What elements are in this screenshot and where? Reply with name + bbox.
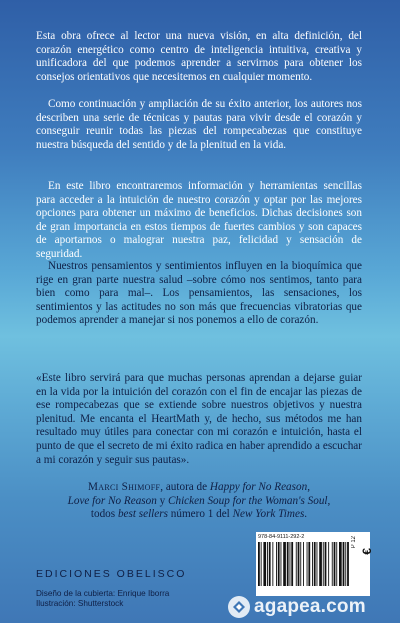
book-title: Love for No Reason [67,494,157,507]
barcode-stripe [263,542,266,586]
barcode-stripe [334,542,336,586]
barcode-stripe [336,542,337,586]
barcode-stripe [308,542,310,586]
barcode-stripe [276,542,277,586]
barcode-icon [258,542,350,586]
barcode-stripe [317,542,318,586]
barcode-stripe [303,542,304,586]
barcode-stripe [339,542,342,586]
endorsement-quote: «Este libro servirá para que muchas personas aprendan a dejarse guiar en la vida por la intuición del corazón con el fin de encajar las piezas de ese rompecabezas que se extiende sobre nuestros objetivos y nuestra plenitud. Me encanta el HeartMath y, de hecho, sus métodos me han resultado muy útiles para conectar con mi corazón e intuición, hasta el punto de que el secreto de mi éxito radica en haber aprendido a escuchar a mi corazón y seguir sus pautas». [36,372,362,466]
barcode-stripe [319,542,322,586]
barcode-stripe [307,542,308,586]
barcode-stripe [281,542,282,586]
product-code: P 12 [351,536,357,549]
description-paragraph-3: En este libro encontraremos información y herramientas sencillas para acceder a la intuición de nuestro corazón y optar por las mejores opciones para obtener un máximo de beneficios. Dichas decisiones son de gran importancia en estos tiempos de fuertes cambios y son capaces de aportarnos o malograr nuestra paz, felicidad y sensación de seguridad. [36,180,362,260]
site-watermark [228,596,366,618]
barcode-stripe [300,542,301,586]
barcode-stripe [345,542,346,586]
description-paragraph-2: Como continuación y ampliación de su éxito anterior, los autores nos describen una serie de técnicas y pautas para vivir desde el corazón y conseguir reunir todas las piezas del rompecabezas que constituye nuestra búsqueda del sentido y de la plenitud en la vida. [36,98,362,151]
barcode-stripe [328,542,329,586]
attribution-text: y [156,494,169,507]
barcode-stripe [312,542,313,586]
barcode-stripe [347,542,349,586]
endorsement-attribution [36,481,362,522]
newspaper-name: New York Times [232,508,305,521]
attribution-text: , [327,494,331,507]
attribution-text: , autora de [160,481,210,493]
price-currency: € [360,548,374,555]
description-paragraph-4: Nuestros pensamientos y sentimientos influyen en la bioquímica que rige en gran parte nuestra salud –sobre cómo nos sentimos, tanto para bien como para mal–. Los pensamientos, las sensaciones, los sentimientos y las actitudes no son más que frecuencias vibratorias que podemos aprender a manejar si nos ponemos a ello de corazón. [36,260,362,327]
barcode-stripe [269,542,271,586]
endorser-name: Marci Shimoff [88,481,161,493]
barcode-stripe [332,542,333,586]
attribution-text: número 1 del [167,508,233,521]
barcode-stripe [291,542,293,586]
book-title: Chicken Soup for the Woman's Soul [168,494,328,507]
isbn-number: 978-84-9111-292-2 [258,534,305,540]
cover-design-credit: Diseño de la cubierta: Enrique Iborra [36,589,170,598]
barcode-stripe [290,542,291,586]
watermark-text: agapea.com [254,596,366,617]
barcode-stripe [258,542,260,586]
barcode-stripe [272,542,273,586]
bestseller-label: best sellers [117,508,168,521]
barcode-stripe [323,542,324,586]
barcode-stripe [278,542,280,586]
attribution-text: , [307,481,310,493]
barcode-stripe [296,542,297,586]
book-title: Happy for No Reason [209,481,308,493]
logo-icon [228,596,250,618]
barcode-stripe [314,542,316,586]
publisher-name: EDICIONES OBELISCO [36,568,187,580]
attribution-text: todos [90,508,118,521]
barcode-stripe [298,542,300,586]
barcode-stripe [287,542,289,586]
barcode-stripe [343,542,345,586]
description-paragraph-1: Esta obra ofrece al lector una nueva visión, en alta definición, del corazón energético como centro de inteligencia intuitiva, creativa y unificadora del que podemos aprender a servirnos para obtener los consejos orientativos que necesitemos en cualquier momento. [36,30,362,83]
illustration-credit: Ilustración: Shutterstock [36,599,124,608]
attribution-text: . [304,508,308,521]
barcode-stripe [283,542,286,586]
barcode-stripe [261,542,262,586]
cover-credits [36,589,169,609]
barcode-stripe [325,542,327,586]
barcode-stripe [267,542,268,586]
